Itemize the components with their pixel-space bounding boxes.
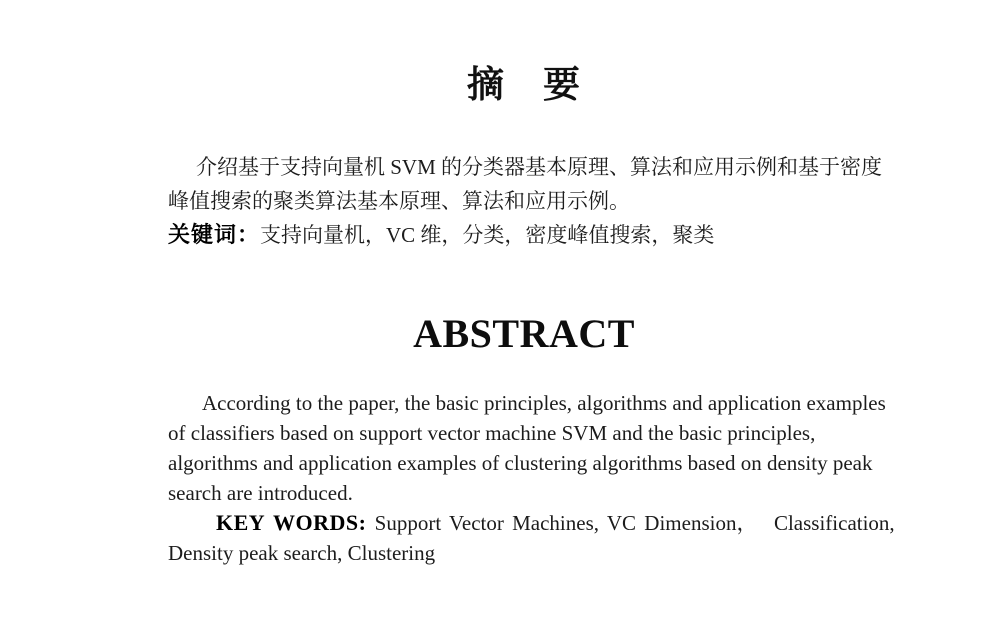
chinese-keywords-line: [168, 218, 880, 252]
english-paragraph-line-1: According to the paper, the basic principles, algorithms and application examples: [202, 391, 886, 415]
english-abstract-section: [168, 388, 895, 568]
english-keywords-text-1: Support Vector Machines, VC Dimension， Classification,: [366, 511, 895, 535]
chinese-keywords-label: 关键词：: [168, 222, 261, 247]
chinese-paragraph-line-1: 介绍基于支持向量机 SVM 的分类器基本原理、算法和应用示例和基于密度: [196, 155, 883, 179]
chinese-abstract-title: 摘 要: [467, 65, 581, 106]
english-keywords-line-2: Density peak search, Clustering: [168, 541, 436, 565]
english-paragraph-line-4: search are introduced.: [168, 481, 353, 505]
english-keywords-line-1: [168, 508, 895, 538]
english-paragraph-line-3: algorithms and application examples of clustering algorithms based on density peak: [168, 451, 873, 475]
chinese-keywords-text: 支持向量机，VC 维，分类，密度峰值搜索，聚类: [260, 223, 715, 247]
english-paragraph-line-2: of classifiers based on support vector machine SVM and the basic principles,: [168, 421, 816, 445]
english-keywords-label: KEY WORDS:: [216, 510, 367, 535]
page-content: [168, 0, 895, 638]
chinese-paragraph-line-2: 峰值搜索的聚类算法基本原理、算法和应用示例。: [168, 189, 630, 213]
chinese-abstract-section: [168, 150, 883, 252]
english-abstract-title: ABSTRACT: [413, 311, 635, 356]
